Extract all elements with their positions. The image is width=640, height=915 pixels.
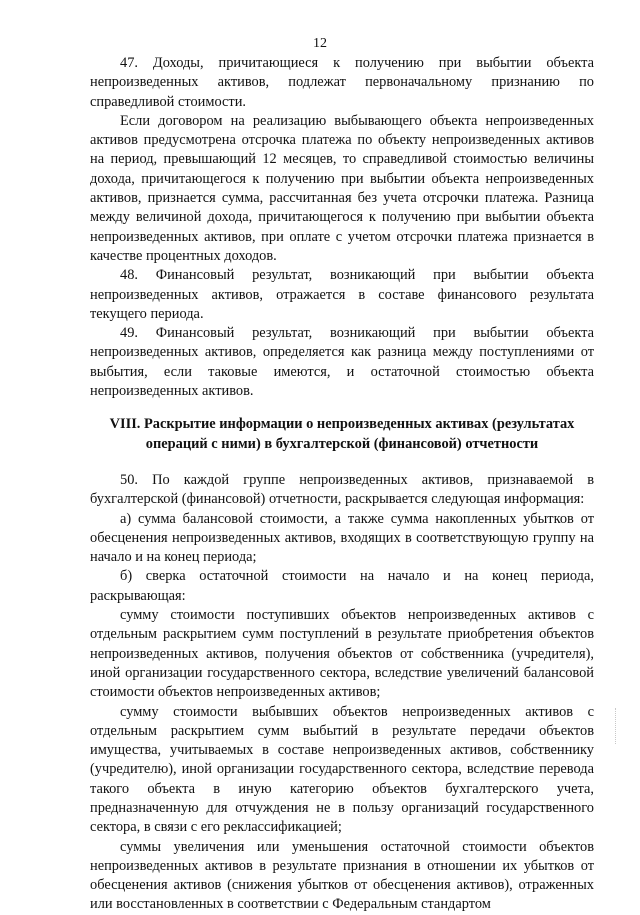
paragraph-49: 49. Финансовый результат, возникающий при выбытии объекта непроизведенных активов, определяется как разница между поступлениями от выбытия, если таковые имеются, и остаточной стоимостью объекта непроизведенных активов. bbox=[90, 325, 594, 400]
paragraph-50: 50. По каждой группе непроизведенных активов, признаваемой в бухгалтерской (финансовой) отчетности, раскрывается следующая информация: bbox=[90, 471, 594, 508]
paragraph-48: 48. Финансовый результат, возникающий при выбытии объекта непроизведенных активов, отражается в составе финансового результата текущего периода. bbox=[90, 267, 594, 322]
scan-margin-mark bbox=[615, 708, 617, 744]
paragraph-50-a: а) сумма балансовой стоимости, а также сумма накопленных убытков от обесценения непроизведенных активов, входящих в соответствующую группу на начало и на конец периода; bbox=[90, 510, 594, 566]
paragraph-50-b-disposals: сумму стоимости выбывших объектов непроизведенных активов с отдельным раскрытием сумм выбытий в результате передачи объектов имущества, учитываемых в составе непроизведенных активов, собственнику (учредителю), иной организации государственного сектора, вследствие перевода такого объекта в иную категорию объектов бухгалтерского учета, предназначенную для отчуждения не в пользу организаций государственного сектора, в связи с его реклассификацией; bbox=[90, 703, 594, 836]
section-heading-viii: VIII. Раскрытие информации о непроизведенных активах (результатах операций с ними) в бухгалтерской (финансовой) отчетности bbox=[109, 416, 575, 452]
paragraph-47-deferred-payment: Если договором на реализацию выбывающего объекта непроизведенных активов предусмотрена отсрочка платежа по объекту непроизведенных активов на период, превышающий 12 месяцев, то справедливой стоимостью величины дохода, причитающегося к получению при выбытии объекта непроизведенных активов, признается сумма, рассчитанная без учета отсрочки платежа. Разница между величиной дохода, причитающегося к получению при выбытии объекта непроизведенных активов, при оплате с учетом отсрочки платежа признается в качестве процентных доходов. bbox=[90, 112, 594, 264]
page-number: 12 bbox=[313, 36, 327, 51]
paragraph-47: 47. Доходы, причитающиеся к получению при выбытии объекта непроизведенных активов, подлежат первоначальному признанию по справедливой стоимости. bbox=[90, 55, 594, 110]
paragraph-50-b-impairment: суммы увеличения или уменьшения остаточной стоимости объектов непроизведенных активов в результате признания в отношении их убытков от обесценения активов (снижения убытков от обесценения активов), отраженных или восстановленных в соответствии с Федеральным стандартом bbox=[90, 838, 594, 913]
paragraph-50-b-receipts: сумму стоимости поступивших объектов непроизведенных активов с отдельным раскрытием сумм поступлений в результате приобретения объектов непроизведенных активов, получения объектов от собственника (учредителя), иной организации государственного сектора, вследствие увеличений балансовой стоимости объектов непроизведенных активов; bbox=[90, 607, 594, 701]
document-body bbox=[90, 54, 594, 915]
paragraph-50-b: б) сверка остаточной стоимости на начало и на конец периода, раскрывающая: bbox=[90, 568, 594, 604]
